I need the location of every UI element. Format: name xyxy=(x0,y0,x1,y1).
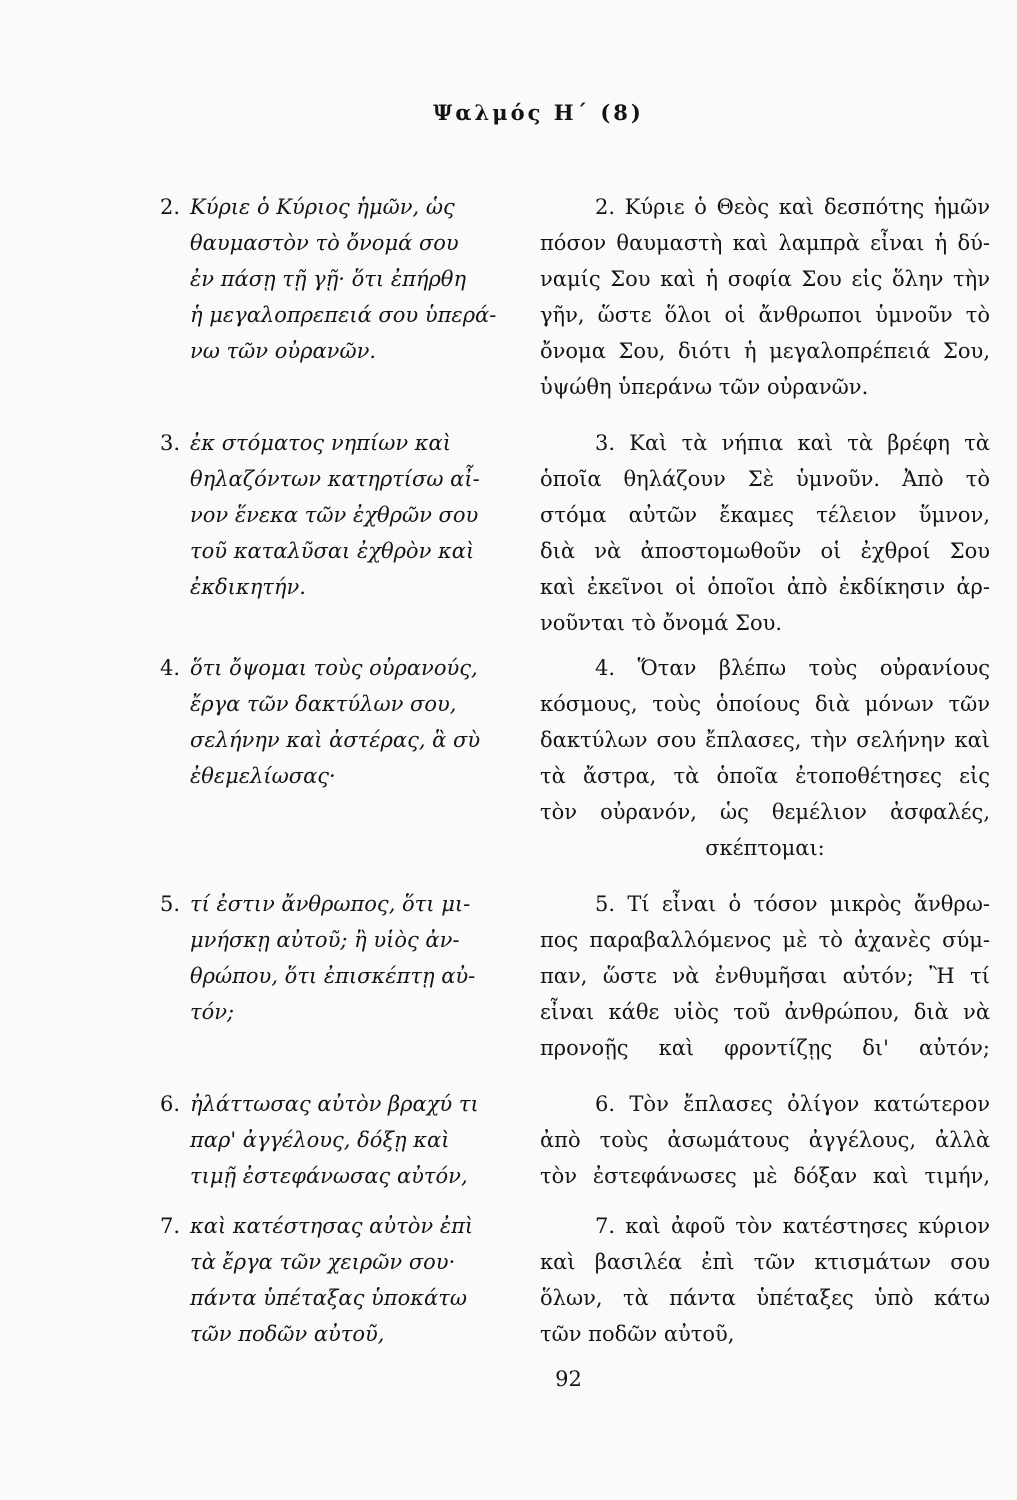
modern-line: 3. Καὶ τὰ νήπια καὶ τὰ βρέφη τὰ xyxy=(595,431,990,455)
ancient-line: τὰ ἔργα τῶν χειρῶν σου· xyxy=(190,1250,456,1274)
ancient-line: νον ἕνεκα τῶν ἐχθρῶν σου xyxy=(190,503,479,527)
ancient-line: τιμῇ ἐστεφάνωσας αὐτόν, xyxy=(190,1164,468,1188)
ancient-text-verse-7 xyxy=(160,1208,520,1352)
modern-line: ὅλων, τὰ πάντα ὑπέταξες ὑπὸ κάτω xyxy=(540,1286,990,1310)
ancient-line: ἐκδικητήν. xyxy=(190,575,306,599)
verse-number: 3. xyxy=(160,431,181,455)
ancient-line: τοῦ καταλῦσαι ἐχθρὸν καὶ xyxy=(190,539,475,563)
ancient-line: νω τῶν οὐρανῶν. xyxy=(190,339,377,363)
ancient-line: ἡ μεγαλοπρεπειά σου ὑπερά- xyxy=(190,303,497,327)
ancient-line: θαυμαστὸν τὸ ὄνομά σου xyxy=(190,231,459,255)
ancient-line: Κύριε ὁ Κύριος ἡμῶν, ὡς xyxy=(190,195,455,219)
modern-line: ναμίς Σου καὶ ἡ σοφία Σου εἰς ὅλην τὴν xyxy=(540,267,990,291)
ancient-text-verse-2 xyxy=(160,189,520,369)
ancient-line: θρώπου, ὅτι ἐπισκέπτῃ αὐ- xyxy=(190,964,476,988)
modern-line: τὰ ἄστρα, τὰ ὁποῖα ἐτοποθέτησες εἰς xyxy=(540,764,990,788)
modern-line: 2. Κύριε ὁ Θεὸς καὶ δεσπότης ἡμῶν xyxy=(595,195,990,219)
verse-number: 5. xyxy=(160,892,181,916)
modern-line: καὶ ἐκεῖνοι οἱ ὁποῖοι ἀπὸ ἐκδίκησιν ἀρ- xyxy=(540,575,990,599)
modern-line: στόμα αὐτῶν ἔκαμες τέλειον ὕμνον, xyxy=(540,503,990,527)
modern-line: ἀπὸ τοὺς ἀσωμάτους ἀγγέλους, ἀλλὰ xyxy=(540,1128,990,1152)
modern-line: πος παραβαλλόμενος μὲ τὸ ἀχανὲς σύμ- xyxy=(540,928,990,952)
page-number: 92 xyxy=(555,1367,582,1391)
modern-text-verse-5 xyxy=(540,886,990,1066)
modern-line: τὸν ἐστεφάνωσες μὲ δόξαν καὶ τιμήν, xyxy=(540,1164,990,1188)
modern-line: πόσον θαυμαστὴ καὶ λαμπρὰ εἶναι ἡ δύ- xyxy=(540,231,990,255)
modern-text-verse-3 xyxy=(540,425,990,641)
modern-line: γῆν, ὥστε ὅλοι οἱ ἄνθρωποι ὑμνοῦν τὸ xyxy=(540,303,990,327)
modern-line: 4. Ὅταν βλέπω τοὺς οὐρανίους xyxy=(595,656,990,680)
ancient-line: τόν; xyxy=(190,1000,235,1024)
ancient-line: καὶ κατέστησας αὐτὸν ἐπὶ xyxy=(190,1214,474,1238)
modern-line: ὄνομα Σου, διότι ἡ μεγαλοπρέπειά Σου, xyxy=(540,339,990,363)
ancient-line: τῶν ποδῶν αὐτοῦ, xyxy=(190,1322,385,1346)
ancient-text-verse-5 xyxy=(160,886,520,1030)
ancient-line: παρ' ἀγγέλους, δόξῃ καὶ xyxy=(190,1128,450,1152)
verse-number: 2. xyxy=(160,195,181,219)
modern-line: ὑψώθη ὑπεράνω τῶν οὐρανῶν. xyxy=(540,375,869,399)
modern-text-verse-6 xyxy=(540,1086,990,1194)
modern-line: διὰ νὰ ἀποστομωθοῦν οἱ ἐχθροί Σου xyxy=(540,539,990,563)
modern-line: καὶ βασιλέα ἐπὶ τῶν κτισμάτων σου xyxy=(540,1250,990,1274)
ancient-line: ἐκ στόματος νηπίων καὶ xyxy=(190,431,451,455)
modern-line: 6. Τὸν ἔπλασες ὀλίγον κατώτερον xyxy=(595,1092,990,1116)
ancient-line: ὅτι ὄψομαι τοὺς οὐρανούς, xyxy=(190,656,478,680)
ancient-line: ἐν πάσῃ τῇ γῇ· ὅτι ἐπήρθη xyxy=(190,267,467,291)
modern-line: τῶν ποδῶν αὐτοῦ, xyxy=(540,1322,735,1346)
modern-line: τὸν οὐρανόν, ὡς θεμέλιον ἀσφαλές, xyxy=(540,800,990,824)
modern-line: 7. καὶ ἀφοῦ τὸν κατέστησες κύριον xyxy=(595,1214,990,1238)
verse-number: 4. xyxy=(160,656,181,680)
modern-line: κόσμους, τοὺς ὁποίους διὰ μόνων τῶν xyxy=(540,692,990,716)
ancient-line: τί ἐστιν ἄνθρωπος, ὅτι μι- xyxy=(190,892,471,916)
modern-text-verse-2 xyxy=(540,189,990,405)
modern-line: προνοῇς καὶ φροντίζῃς δι' αὐτόν; xyxy=(540,1036,990,1060)
ancient-line: σελήνην καὶ ἀστέρας, ἃ σὺ xyxy=(190,728,481,752)
verse-number: 6. xyxy=(160,1092,181,1116)
ancient-line: θηλαζόντων κατηρτίσω αἶ- xyxy=(190,467,480,491)
ancient-text-verse-3 xyxy=(160,425,520,605)
modern-line: ὁποῖα θηλάζουν Σὲ ὑμνοῦν. Ἀπὸ τὸ xyxy=(540,467,990,491)
page-title: Ψαλμός Η΄ (8) xyxy=(433,100,644,125)
modern-line: δακτύλων σου ἔπλασες, τὴν σελήνην καὶ xyxy=(540,728,990,752)
ancient-text-verse-6 xyxy=(160,1086,520,1194)
ancient-line: ἔργα τῶν δακτύλων σου, xyxy=(190,692,457,716)
modern-line: εἶναι κάθε υἱὸς τοῦ ἀνθρώπου, διὰ νὰ xyxy=(540,1000,990,1024)
verse-number: 7. xyxy=(160,1214,181,1238)
ancient-line: πάντα ὑπέταξας ὑποκάτω xyxy=(190,1286,467,1310)
modern-text-verse-4 xyxy=(540,650,990,866)
ancient-text-verse-4 xyxy=(160,650,520,794)
modern-line: 5. Τί εἶναι ὁ τόσον μικρὸς ἄνθρω- xyxy=(595,892,990,916)
modern-line: νοῦνται τὸ ὄνομά Σου. xyxy=(540,611,783,635)
ancient-line: ἠλάττωσας αὐτὸν βραχύ τι xyxy=(190,1092,479,1116)
modern-line: σκέπτομαι: xyxy=(705,836,825,860)
ancient-line: ἐθεμελίωσας· xyxy=(190,764,336,788)
ancient-line: μνήσκῃ αὐτοῦ; ἢ υἱὸς ἀν- xyxy=(190,928,460,952)
modern-text-verse-7 xyxy=(540,1208,990,1352)
modern-line: παν, ὥστε νὰ ἐνθυμῆσαι αὐτόν; Ἢ τί xyxy=(540,964,990,988)
